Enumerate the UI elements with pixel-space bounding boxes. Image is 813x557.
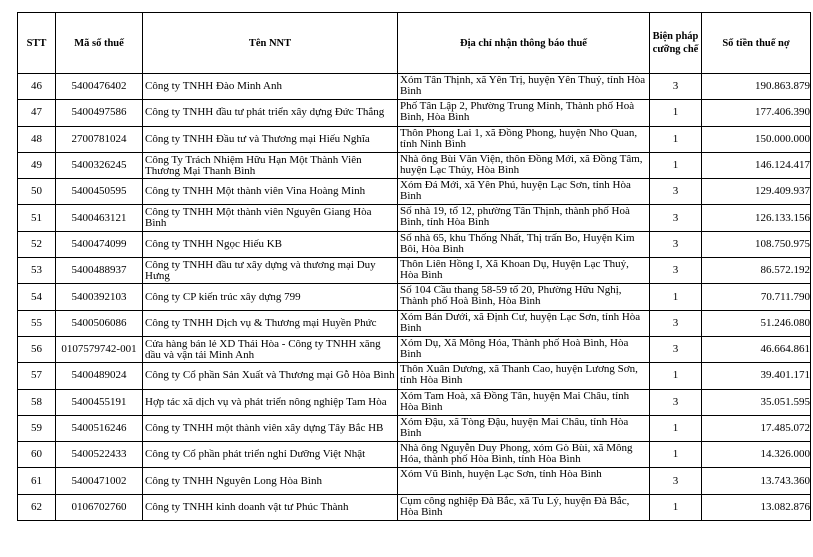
cell-tax-debt-amount: 190.863.879 [702, 74, 811, 100]
cell-stt: 55 [18, 310, 56, 336]
header-tax-debt-amount: Số tiền thuế nợ [702, 13, 811, 74]
cell-tax-debt-amount: 39.401.171 [702, 363, 811, 389]
cell-tax-code: 5400450595 [56, 179, 143, 205]
cell-stt: 60 [18, 442, 56, 468]
cell-address: Xóm Dụ, Xã Mông Hóa, Thành phố Hoà Bình, Hòa Bình [398, 336, 650, 362]
cell-address: Số 104 Cầu thang 58-59 tổ 20, Phường Hữu Nghị, Thành phố Hoà Bình, Hòa Bình [398, 284, 650, 310]
table-row [18, 363, 811, 389]
cell-taxpayer-name: Công ty Cổ phần Sản Xuất và Thương mại Gỗ Hòa Bình [143, 363, 398, 389]
cell-tax-code: 5400455191 [56, 389, 143, 415]
cell-tax-code: 5400497586 [56, 100, 143, 126]
cell-tax-debt-amount: 13.082.876 [702, 494, 811, 520]
cell-taxpayer-name: Công Ty Trách Nhiệm Hữu Hạn Một Thành Viên Thương Mại Thanh Bình [143, 152, 398, 178]
cell-taxpayer-name: Công ty CP kiến trúc xây dựng 799 [143, 284, 398, 310]
cell-stt: 62 [18, 494, 56, 520]
cell-tax-code: 5400488937 [56, 258, 143, 284]
cell-address: Nhà ông Bùi Văn Viện, thôn Đồng Mới, xã Đồng Tâm, huyện Lạc Thủy, Hòa Bình [398, 152, 650, 178]
cell-stt: 49 [18, 152, 56, 178]
cell-tax-debt-amount: 86.572.192 [702, 258, 811, 284]
cell-stt: 52 [18, 231, 56, 257]
cell-tax-code: 5400326245 [56, 152, 143, 178]
cell-address: Số nhà 19, tổ 12, phường Tân Thịnh, thành phố Hoà Bình, tỉnh Hòa Bình [398, 205, 650, 231]
table-row [18, 179, 811, 205]
cell-stt: 48 [18, 126, 56, 152]
cell-taxpayer-name: Công ty TNHH một thành viên xây dựng Tây Bắc HB [143, 415, 398, 441]
cell-taxpayer-name: Công ty TNHH đầu tư phát triển xây dựng Đức Thắng [143, 100, 398, 126]
cell-tax-debt-amount: 108.750.975 [702, 231, 811, 257]
cell-enforcement-measure: 1 [650, 363, 702, 389]
cell-enforcement-measure: 3 [650, 231, 702, 257]
cell-enforcement-measure: 1 [650, 152, 702, 178]
cell-enforcement-measure: 1 [650, 442, 702, 468]
cell-tax-code: 5400516246 [56, 415, 143, 441]
cell-taxpayer-name: Công ty TNHH Một thành viên Vina Hoàng Minh [143, 179, 398, 205]
cell-tax-code: 5400392103 [56, 284, 143, 310]
cell-address: Xóm Tam Hoà, xã Đồng Tân, huyện Mai Châu, tỉnh Hòa Bình [398, 389, 650, 415]
cell-address: Nhà ông Nguyễn Duy Phong, xóm Gò Bùi, xã Mông Hóa, thành phố Hòa Bình, tỉnh Hòa Bình [398, 442, 650, 468]
table-row [18, 126, 811, 152]
cell-address: Xóm Tân Thịnh, xã Yên Trị, huyện Yên Thuỷ, tỉnh Hòa Bình [398, 74, 650, 100]
table-row [18, 389, 811, 415]
cell-tax-debt-amount: 14.326.000 [702, 442, 811, 468]
cell-tax-debt-amount: 46.664.861 [702, 336, 811, 362]
cell-tax-debt-amount: 51.246.080 [702, 310, 811, 336]
cell-tax-code: 5400522433 [56, 442, 143, 468]
cell-tax-debt-amount: 129.409.937 [702, 179, 811, 205]
table-body [18, 74, 811, 521]
cell-enforcement-measure: 3 [650, 179, 702, 205]
cell-tax-code: 5400463121 [56, 205, 143, 231]
cell-taxpayer-name: Cửa hàng bán lẻ XD Thái Hòa - Công ty TNHH xăng dầu và vận tải Minh Anh [143, 336, 398, 362]
cell-stt: 57 [18, 363, 56, 389]
cell-stt: 53 [18, 258, 56, 284]
cell-enforcement-measure: 3 [650, 258, 702, 284]
cell-tax-code: 5400474099 [56, 231, 143, 257]
cell-taxpayer-name: Công ty TNHH Một thành viên Nguyên Giang Hòa Bình [143, 205, 398, 231]
cell-tax-code: 5400506086 [56, 310, 143, 336]
cell-stt: 56 [18, 336, 56, 362]
cell-enforcement-measure: 3 [650, 205, 702, 231]
cell-stt: 59 [18, 415, 56, 441]
cell-tax-code: 5400489024 [56, 363, 143, 389]
cell-taxpayer-name: Công ty TNHH Nguyên Long Hòa Bình [143, 468, 398, 494]
table-row [18, 231, 811, 257]
cell-stt: 51 [18, 205, 56, 231]
cell-tax-debt-amount: 70.711.790 [702, 284, 811, 310]
cell-taxpayer-name: Công ty TNHH Đầu tư và Thương mại Hiếu Nghĩa [143, 126, 398, 152]
cell-taxpayer-name: Công ty TNHH kinh doanh vật tư Phúc Thành [143, 494, 398, 520]
header-tax-code: Mã số thuế [56, 13, 143, 74]
cell-enforcement-measure: 1 [650, 126, 702, 152]
cell-enforcement-measure: 1 [650, 415, 702, 441]
cell-taxpayer-name: Công ty TNHH Dịch vụ & Thương mại Huyền Phức [143, 310, 398, 336]
cell-tax-debt-amount: 126.133.156 [702, 205, 811, 231]
cell-taxpayer-name: Công ty TNHH đầu tư xây dựng và thương mại Duy Hưng [143, 258, 398, 284]
tax-debt-table [17, 12, 811, 521]
table-row [18, 494, 811, 520]
table-row [18, 284, 811, 310]
cell-tax-debt-amount: 146.124.417 [702, 152, 811, 178]
header-taxpayer-name: Tên NNT [143, 13, 398, 74]
header-row [18, 13, 811, 74]
cell-tax-code: 2700781024 [56, 126, 143, 152]
cell-tax-debt-amount: 177.406.390 [702, 100, 811, 126]
cell-enforcement-measure: 3 [650, 389, 702, 415]
cell-enforcement-measure: 1 [650, 100, 702, 126]
cell-address: Phố Tân Lập 2, Phường Trung Minh, Thành phố Hoà Bình, Hòa Bình [398, 100, 650, 126]
cell-address: Xóm Đậu, xã Tòng Đậu, huyện Mai Châu, tỉnh Hòa Bình [398, 415, 650, 441]
table-row [18, 74, 811, 100]
cell-address: Xóm Đá Mới, xã Yên Phú, huyện Lạc Sơn, tỉnh Hòa Bình [398, 179, 650, 205]
cell-tax-code: 5400471002 [56, 468, 143, 494]
header-address: Địa chỉ nhận thông báo thuế [398, 13, 650, 74]
cell-tax-code: 5400476402 [56, 74, 143, 100]
cell-tax-debt-amount: 17.485.072 [702, 415, 811, 441]
header-enforcement-measure: Biện pháp cưỡng chế [650, 13, 702, 74]
cell-tax-code: 0106702760 [56, 494, 143, 520]
cell-tax-debt-amount: 35.051.595 [702, 389, 811, 415]
cell-enforcement-measure: 3 [650, 336, 702, 362]
table-row [18, 336, 811, 362]
cell-address: Xóm Vũ Bình, huyện Lạc Sơn, tỉnh Hòa Bình [398, 468, 650, 494]
cell-taxpayer-name: Hợp tác xã dịch vụ và phát triển nông nghiệp Tam Hòa [143, 389, 398, 415]
cell-address: Xóm Bản Dưới, xã Định Cư, huyện Lạc Sơn, tỉnh Hòa Bình [398, 310, 650, 336]
table-row [18, 415, 811, 441]
cell-taxpayer-name: Công ty Cổ phần phát triển nghỉ Dưỡng Việt Nhật [143, 442, 398, 468]
table-row [18, 152, 811, 178]
table-row [18, 258, 811, 284]
cell-tax-code: 0107579742-001 [56, 336, 143, 362]
cell-enforcement-measure: 3 [650, 310, 702, 336]
cell-stt: 61 [18, 468, 56, 494]
cell-enforcement-measure: 3 [650, 74, 702, 100]
cell-address: Số nhà 65, khu Thống Nhất, Thị trấn Bo, Huyện Kim Bôi, Hòa Bình [398, 231, 650, 257]
cell-stt: 58 [18, 389, 56, 415]
cell-address: Thôn Liên Hồng I, Xã Khoan Dụ, Huyện Lạc Thuỷ, Hòa Bình [398, 258, 650, 284]
cell-address: Thôn Phong Lai 1, xã Đồng Phong, huyện Nho Quan, tỉnh Ninh Bình [398, 126, 650, 152]
cell-stt: 46 [18, 74, 56, 100]
cell-address: Cụm công nghiệp Đà Bắc, xã Tu Lý, huyện Đà Bắc, Hòa Bình [398, 494, 650, 520]
cell-enforcement-measure: 1 [650, 284, 702, 310]
cell-taxpayer-name: Công ty TNHH Ngọc Hiếu KB [143, 231, 398, 257]
cell-tax-debt-amount: 150.000.000 [702, 126, 811, 152]
cell-taxpayer-name: Công ty TNHH Đào Minh Anh [143, 74, 398, 100]
table-row [18, 100, 811, 126]
cell-stt: 50 [18, 179, 56, 205]
table-row [18, 310, 811, 336]
cell-enforcement-measure: 1 [650, 494, 702, 520]
table-row [18, 468, 811, 494]
cell-address: Thôn Xuân Dương, xã Thanh Cao, huyện Lương Sơn, tỉnh Hòa Bình [398, 363, 650, 389]
header-stt: STT [18, 13, 56, 74]
table-row [18, 205, 811, 231]
cell-tax-debt-amount: 13.743.360 [702, 468, 811, 494]
cell-enforcement-measure: 3 [650, 468, 702, 494]
table-row [18, 442, 811, 468]
cell-stt: 47 [18, 100, 56, 126]
cell-stt: 54 [18, 284, 56, 310]
